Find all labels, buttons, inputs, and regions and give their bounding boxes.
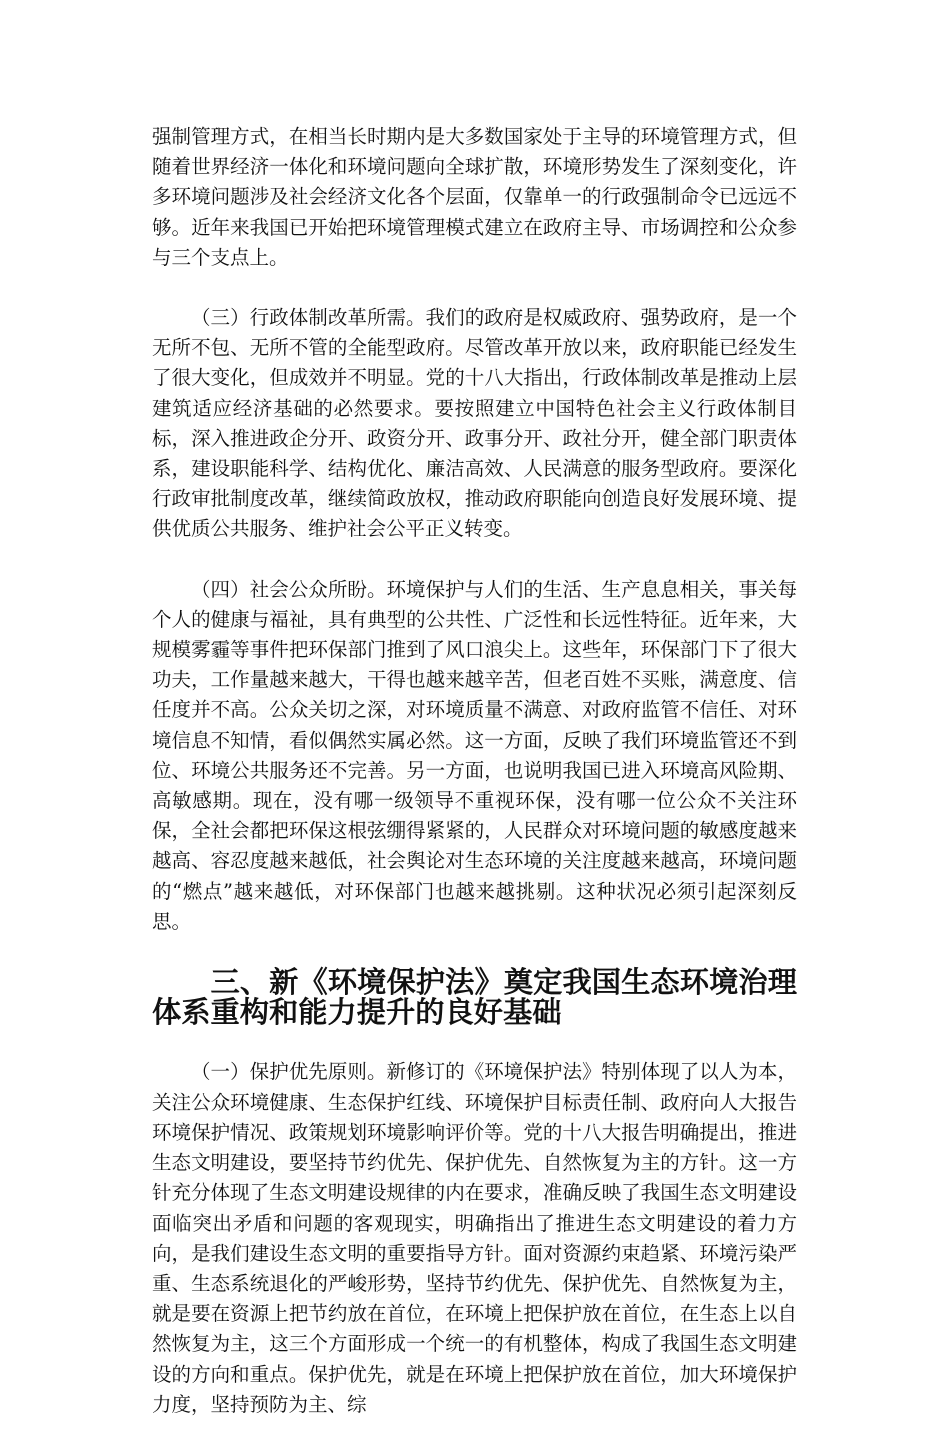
paragraph-protection-priority: （一）保护优先原则。新修订的《环境保护法》特别体现了以人为本，关注公众环境健康、生态保护红线、环境保护目标责任制、政府向人大报告环境保护情况、政策规划环境影响评价等。党的十八大报告明确提出，推进生态文明建设，要坚持节约优先、保护优先、自然恢复为主的方针。这一方针充分体现了生态文明建设规律的内在要求，准确反映了我国生态文明建设面临突出矛盾和问题的客观现实，明确指出了推进生态文明建设的着力方向，是我们建设生态文明的重要指导方针。面对资源约束趋紧、环境污染严重、生态系统退化的严峻形势，坚持节约优先、保护优先、自然恢复为主，就是要在资源上把节约放在首位，在环境上把保护放在首位，在生态上以自然恢复为主，这三个方面形成一个统一的有机整体，构成了我国生态文明建设的方向和重点。保护优先，就是在环境上把保护放在首位，加大环境保护力度，坚持预防为主、综 [152,1060,797,1416]
paragraph-continuation: 强制管理方式，在相当长时期内是大多数国家处于主导的环境管理方式，但随着世界经济一体化和环境问题向全球扩散，环境形势发生了深刻变化，许多环境问题涉及社会经济文化各个层面，仅靠单一的行政强制命令已远远不够。近年来我国已开始把环境管理模式建立在政府主导、市场调控和公众参与三个支点上。 [152,125,797,269]
paragraph-public-expectation: （四）社会公众所盼。环境保护与人们的生活、生产息息相关，事关每个人的健康与福祉，具有典型的公共性、广泛性和长远性特征。近年来，大规模雾霾等事件把环保部门推到了风口浪尖上。这些年，环保部门下了很大功夫，工作量越来越大，干得也越来越辛苦，但老百姓不买账，满意度、信任度并不高。公众关切之深，对环境质量不满意、对政府监管不信任、对环境信息不知情，看似偶然实属必然。这一方面，反映了我们环境监管还不到位、环境公共服务还不完善。另一方面，也说明我国已进入环境高风险期、高敏感期。现在，没有哪一级领导不重视环保，没有哪一位公众不关注环保，全社会都把环保这根弦绷得紧紧的，人民群众对环境问题的敏感度越来越高、容忍度越来越低，社会舆论对生态环境的关注度越来越高，环境问题的“燃点”越来越低，对环保部门也越来越挑剔。这种状况必须引起深刻反思。 [152,577,797,933]
document-page [152,122,797,1450]
paragraph-admin-reform: （三）行政体制改革所需。我们的政府是权威政府、强势政府，是一个无所不包、无所不管的全能型政府。尽管改革开放以来，政府职能已经发生了很大变化，但成效并不明显。党的十八大指出，行政体制改革是推动上层建筑适应经济基础的必然要求。要按照建立中国特色社会主义行政体制目标，深入推进政企分开、政资分开、政事分开、政社分开，健全部门职责体系，建设职能科学、结构优化、廉洁高效、人民满意的服务型政府。要深化行政审批制度改革，继续简政放权，推动政府职能向创造良好发展环境、提供优质公共服务、维护社会公平正义转变。 [152,306,797,541]
section-heading: 三、新《环境保护法》奠定我国生态环境治理体系重构和能力提升的良好基础 [152,965,797,1030]
